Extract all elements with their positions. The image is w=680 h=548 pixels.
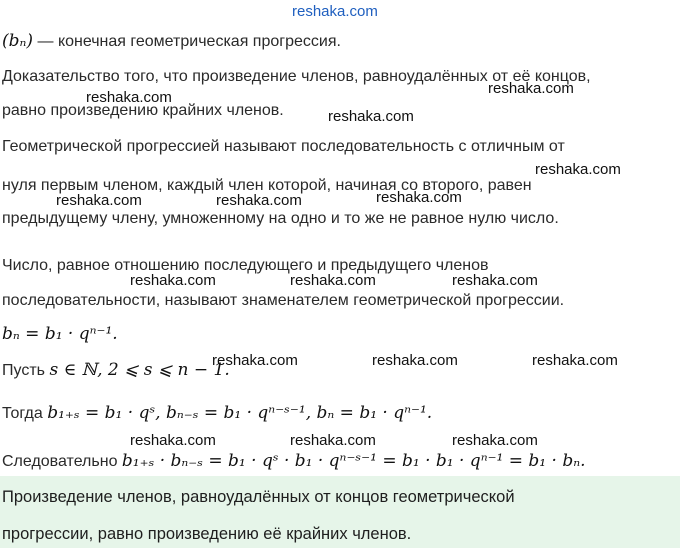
- general-term-formula: [2, 324, 118, 345]
- watermark: reshaka.com: [216, 192, 302, 209]
- watermark: reshaka.com: [56, 192, 142, 209]
- watermark: reshaka.com: [130, 272, 216, 289]
- watermark: reshaka.com: [86, 89, 172, 106]
- ratio-line-1: Число, равное отношению последующего и предыдущего членов: [2, 257, 489, 274]
- watermark: reshaka.com: [452, 432, 538, 449]
- then-line: [2, 403, 432, 424]
- watermark: reshaka.com: [372, 352, 458, 369]
- formula-nth-term: bₙ = b₁ · qⁿ⁻¹.: [2, 324, 118, 344]
- task-line-1: Доказательство того, что произведение членов, равноудалённых от её концов,: [2, 68, 591, 85]
- definition-line-3: предыдущему члену, умноженному на одно и то же не равное нулю число.: [2, 210, 559, 227]
- hence-formula: b₁₊ₛ · bₙ₋ₛ = b₁ · qˢ · b₁ · qⁿ⁻ˢ⁻¹ = b₁ · b₁ · qⁿ⁻¹ = b₁ · bₙ.: [121, 451, 586, 471]
- watermark: reshaka.com: [212, 352, 298, 369]
- hence-line: [2, 451, 586, 472]
- watermark: reshaka.com: [290, 272, 376, 289]
- let-label: Пусть: [2, 362, 50, 379]
- let-condition: s ∈ ℕ, 2 ⩽ s ⩽ n − 1.: [49, 360, 230, 380]
- watermark: reshaka.com: [488, 80, 574, 97]
- conclusion-line-2: прогрессии, равно произведению её крайних членов.: [2, 525, 412, 543]
- conclusion-line-1: Произведение членов, равноудалённых от концов геометрической: [2, 488, 515, 506]
- definition-line-2: нуля первым членом, каждый член которой, начиная со второго, равен: [2, 177, 532, 194]
- ratio-line-2: последовательности, называют знаменателем геометрической прогрессии.: [2, 292, 565, 309]
- let-line: [2, 360, 230, 381]
- then-formulas: b₁₊ₛ = b₁ · qˢ, bₙ₋ₛ = b₁ · qⁿ⁻ˢ⁻¹, bₙ = b₁ · qⁿ⁻¹.: [47, 403, 433, 423]
- then-label: Тогда: [2, 405, 48, 422]
- watermark: reshaka.com: [532, 352, 618, 369]
- watermark: reshaka.com: [535, 161, 621, 178]
- watermark: reshaka.com: [290, 432, 376, 449]
- task-line-2: равно произведению крайних членов.: [2, 102, 284, 119]
- watermark: reshaka.com: [452, 272, 538, 289]
- definition-line-1: Геометрической прогрессией называют последовательность с отличным от: [2, 138, 565, 155]
- sequence-symbol: (bₙ): [2, 31, 34, 51]
- hence-label: Следовательно: [2, 453, 122, 470]
- watermark: reshaka.com: [328, 108, 414, 125]
- intro-line: [2, 31, 341, 52]
- watermark-link[interactable]: reshaka.com: [292, 3, 378, 20]
- intro-text: — конечная геометрическая прогрессия.: [33, 33, 341, 50]
- watermark: reshaka.com: [130, 432, 216, 449]
- watermark: reshaka.com: [376, 189, 462, 206]
